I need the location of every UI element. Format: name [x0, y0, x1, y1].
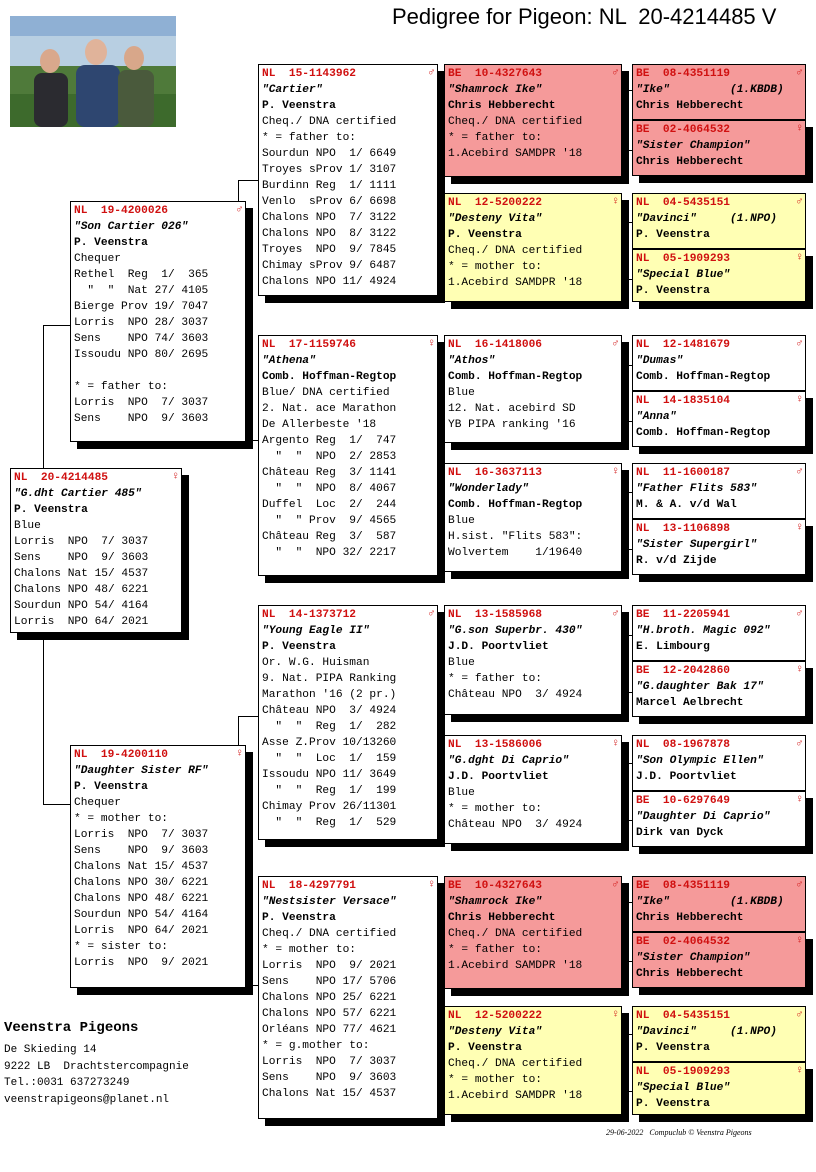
pedigree-box: [70, 745, 246, 988]
pigeon-name: "Davinci" (1.NPO): [636, 1026, 777, 1038]
female-icon: ♀: [612, 466, 619, 478]
result-line: Blue: [448, 787, 475, 799]
pigeon-name: "Son Cartier 026": [74, 221, 189, 233]
result-line: Sourdun NPO 54/ 4164: [74, 909, 209, 921]
result-line: " " NPO 2/ 2853: [262, 451, 397, 463]
owner: P. Veenstra: [262, 100, 336, 112]
result-line: De Allerbeste '18: [262, 419, 377, 431]
pigeon-name: "Cartier": [262, 84, 323, 96]
result-line: * = father to:: [74, 381, 168, 393]
female-icon: ♀: [796, 394, 803, 406]
owner: P. Veenstra: [636, 229, 710, 241]
result-line: * = father to:: [448, 944, 542, 956]
result-line: Lorris NPO 64/ 2021: [14, 616, 149, 628]
pigeon-name: "Dumas": [636, 355, 683, 367]
result-line: * = father to:: [448, 132, 542, 144]
result-line: * = sister to:: [74, 941, 168, 953]
owner: Comb. Hoffman-Regtop: [448, 499, 583, 511]
pedigree-box: [444, 463, 622, 572]
breeder-phone: Tel.:0031 637273249: [4, 1077, 130, 1089]
pedigree-box: [632, 605, 806, 661]
result-line: Sens NPO 9/ 3603: [262, 1072, 397, 1084]
ring-number: NL 13-1586006: [448, 739, 542, 751]
result-line: Blue/ DNA certified: [262, 387, 390, 399]
result-line: Sourdun NPO 54/ 4164: [14, 600, 149, 612]
owner: J.D. Poortvliet: [636, 771, 737, 783]
result-line: Chalons NPO 57/ 6221: [262, 1008, 397, 1020]
pigeon-name: "Nestsister Versace": [262, 896, 397, 908]
ring-number: NL 08-1967878: [636, 739, 730, 751]
result-line: Cheq./ DNA certified: [262, 928, 397, 940]
result-line: Château NPO 3/ 4924: [448, 689, 583, 701]
owner: P. Veenstra: [448, 1042, 522, 1054]
result-line: Sens NPO 9/ 3603: [74, 413, 209, 425]
pigeon-name: "Athos": [448, 355, 495, 367]
male-icon: ♂: [796, 338, 803, 350]
result-line: Venlo sProv 6/ 6698: [262, 196, 397, 208]
result-line: Chalons NPO 7/ 3122: [262, 212, 397, 224]
ring-number: NL 17-1159746: [262, 339, 356, 351]
breeder-address: De Skieding 14: [4, 1044, 97, 1056]
female-icon: ♀: [172, 471, 179, 483]
pedigree-box: [632, 1006, 806, 1062]
owner: P. Veenstra: [448, 229, 522, 241]
ring-number: NL 15-1143962: [262, 68, 356, 80]
result-line: Burdinn Reg 1/ 1111: [262, 180, 397, 192]
result-line: Chalons Nat 15/ 4537: [74, 861, 209, 873]
ring-number: NL 13-1106898: [636, 523, 730, 535]
result-line: " " Reg 1/ 282: [262, 721, 397, 733]
result-line: Argento Reg 1/ 747: [262, 435, 397, 447]
male-icon: ♂: [796, 738, 803, 750]
breeder-photo: [10, 16, 176, 127]
pedigree-box: [632, 463, 806, 519]
result-line: Asse Z.Prov 10/13260: [262, 737, 397, 749]
ring-number: NL 14-1373712: [262, 609, 356, 621]
result-line: Marathon '16 (2 pr.): [262, 689, 397, 701]
result-line: Blue: [448, 657, 475, 669]
pedigree-box: [258, 64, 438, 296]
result-line: H.sist. "Flits 583":: [448, 531, 583, 543]
owner: P. Veenstra: [262, 641, 336, 653]
owner: Comb. Hoffman-Regtop: [262, 371, 397, 383]
result-line: 1.Acebird SAMDPR '18: [448, 1090, 583, 1102]
result-line: " " Prov 9/ 4565: [262, 515, 397, 527]
pedigree-box: [632, 64, 806, 120]
pedigree-box: [444, 1006, 622, 1115]
result-line: Sourdun NPO 1/ 6649: [262, 148, 397, 160]
owner: P. Veenstra: [14, 504, 88, 516]
pedigree-box: [70, 201, 246, 442]
pigeon-name: "G.son Superbr. 430": [448, 625, 583, 637]
pedigree-box: [444, 193, 622, 302]
result-line: Chalons NPO 25/ 6221: [262, 992, 397, 1004]
result-line: Troyes sProv 1/ 3107: [262, 164, 397, 176]
pedigree-box: [258, 876, 438, 1119]
pedigree-box: [632, 735, 806, 791]
result-line: Château NPO 3/ 4924: [448, 819, 583, 831]
owner: Marcel Aelbrecht: [636, 697, 744, 709]
result-line: 2. Nat. ace Marathon: [262, 403, 397, 415]
result-line: Issoudu NPO 80/ 2695: [74, 349, 209, 361]
result-line: Chalons NPO 30/ 6221: [74, 877, 209, 889]
result-line: Lorris NPO 9/ 2021: [262, 960, 397, 972]
female-icon: ♀: [612, 196, 619, 208]
result-line: Orléans NPO 77/ 4621: [262, 1024, 397, 1036]
male-icon: ♂: [428, 67, 435, 79]
male-icon: ♂: [796, 466, 803, 478]
male-icon: ♂: [612, 338, 619, 350]
owner: M. & A. v/d Wal: [636, 499, 737, 511]
result-line: " " Reg 1/ 529: [262, 817, 397, 829]
page-title: Pedigree for Pigeon: NL 20-4214485 V: [392, 4, 777, 29]
result-line: Rethel Reg 1/ 365: [74, 269, 209, 281]
ring-number: NL 13-1585968: [448, 609, 542, 621]
owner: P. Veenstra: [262, 912, 336, 924]
female-icon: ♀: [796, 935, 803, 947]
result-line: Chalons NPO 48/ 6221: [14, 584, 149, 596]
pigeon-name: "Davinci" (1.NPO): [636, 213, 777, 225]
male-icon: ♂: [236, 204, 243, 216]
pigeon-name: "Father Flits 583": [636, 483, 757, 495]
pigeon-name: "G.dht Cartier 485": [14, 488, 142, 500]
result-line: " " Reg 1/ 199: [262, 785, 397, 797]
result-line: Or. W.G. Huisman: [262, 657, 370, 669]
ring-number: BE 11-2205941: [636, 609, 730, 621]
breeder-name: Veenstra Pigeons: [4, 1020, 139, 1036]
female-icon: ♀: [428, 338, 435, 350]
result-line: Sens NPO 17/ 5706: [262, 976, 397, 988]
ring-number: BE 02-4064532: [636, 124, 730, 136]
owner: Chris Hebberecht: [636, 912, 744, 924]
pigeon-name: "Sister Champion": [636, 952, 751, 964]
ring-number: NL 05-1909293: [636, 253, 730, 265]
male-icon: ♂: [796, 1009, 803, 1021]
result-line: Cheq./ DNA certified: [448, 928, 583, 940]
ring-number: NL 05-1909293: [636, 1066, 730, 1078]
pigeon-name: "H.broth. Magic 092": [636, 625, 771, 637]
owner: Chris Hebberecht: [636, 156, 744, 168]
owner: P. Veenstra: [636, 285, 710, 297]
result-line: Sens NPO 9/ 3603: [14, 552, 149, 564]
result-line: * = father to:: [262, 132, 356, 144]
ring-number: BE 10-4327643: [448, 68, 542, 80]
result-line: Chimay sProv 9/ 6487: [262, 260, 397, 272]
ring-number: BE 10-4327643: [448, 880, 542, 892]
result-line: * = father to:: [448, 673, 542, 685]
result-line: 9. Nat. PIPA Ranking: [262, 673, 397, 685]
pedigree-box: [444, 335, 622, 443]
ring-number: NL 12-1481679: [636, 339, 730, 351]
pigeon-name: "Shamrock Ike": [448, 84, 542, 96]
result-line: Chalons NPO 11/ 4924: [262, 276, 397, 288]
result-line: * = mother to:: [448, 803, 542, 815]
owner: P. Veenstra: [636, 1042, 710, 1054]
result-line: Chalons NPO 48/ 6221: [74, 893, 209, 905]
result-line: " " Nat 27/ 4105: [74, 285, 209, 297]
male-icon: ♂: [796, 196, 803, 208]
result-line: Sens NPO 74/ 3603: [74, 333, 209, 345]
result-line: Bierge Prov 19/ 7047: [74, 301, 209, 313]
owner: Comb. Hoffman-Regtop: [636, 371, 771, 383]
breeder-info: [4, 1020, 189, 1108]
result-line: 12. Nat. acebird SD: [448, 403, 576, 415]
owner: Dirk van Dyck: [636, 827, 724, 839]
result-line: " " NPO 32/ 2217: [262, 547, 397, 559]
owner: R. v/d Zijde: [636, 555, 717, 567]
pigeon-name: "Special Blue": [636, 1082, 730, 1094]
pedigree-box: [10, 468, 182, 633]
result-line: Chalons Nat 15/ 4537: [262, 1088, 397, 1100]
result-line: Chimay Prov 26/11301: [262, 801, 397, 813]
pigeon-name: "Special Blue": [636, 269, 730, 281]
result-line: * = mother to:: [74, 813, 168, 825]
result-line: Blue: [14, 520, 41, 532]
ring-number: NL 04-5435151: [636, 197, 730, 209]
pedigree-box: [258, 605, 438, 840]
pedigree-box: [632, 335, 806, 391]
result-line: 1.Acebird SAMDPR '18: [448, 960, 583, 972]
result-line: Cheq./ DNA certified: [448, 245, 583, 257]
result-line: Lorris NPO 7/ 3037: [74, 397, 209, 409]
owner: E. Limbourg: [636, 641, 710, 653]
breeder-postcode: 9222 LB Drachtstercompagnie: [4, 1060, 189, 1073]
result-line: " " NPO 8/ 4067: [262, 483, 397, 495]
pigeon-name: "Shamrock Ike": [448, 896, 542, 908]
pigeon-name: "Daughter Sister RF": [74, 765, 209, 777]
result-line: Château Reg 3/ 587: [262, 531, 397, 543]
female-icon: ♀: [796, 664, 803, 676]
ring-number: NL 19-4200026: [74, 205, 168, 217]
female-icon: ♀: [796, 1065, 803, 1077]
owner: Comb. Hoffman-Regtop: [448, 371, 583, 383]
pedigree-box: [632, 1062, 806, 1115]
result-line: [74, 363, 242, 379]
male-icon: ♂: [428, 608, 435, 620]
male-icon: ♂: [796, 879, 803, 891]
result-line: Lorris NPO 64/ 2021: [74, 925, 209, 937]
result-line: 1.Acebird SAMDPR '18: [448, 277, 583, 289]
pedigree-box: [632, 519, 806, 575]
pedigree-box: [258, 335, 438, 576]
pedigree-box: [444, 64, 622, 177]
owner: Chris Hebberecht: [636, 100, 744, 112]
pedigree-box: [444, 735, 622, 844]
owner: P. Veenstra: [636, 1098, 710, 1110]
female-icon: ♀: [612, 1009, 619, 1021]
pigeon-name: "G.daughter Bak 17": [636, 681, 764, 693]
pedigree-box: [632, 249, 806, 302]
ring-number: NL 11-1600187: [636, 467, 730, 479]
result-line: Lorris NPO 7/ 3037: [14, 536, 149, 548]
result-line: Cheq./ DNA certified: [448, 116, 583, 128]
owner: Chris Hebberecht: [636, 968, 744, 980]
result-line: Lorris NPO 9/ 2021: [74, 957, 209, 969]
pedigree-box: [444, 605, 622, 715]
ring-number: NL 16-1418006: [448, 339, 542, 351]
pigeon-name: "Wonderlady": [448, 483, 529, 495]
owner: Chris Hebberecht: [448, 912, 556, 924]
result-line: Château Reg 3/ 1141: [262, 467, 397, 479]
footer: 29-06-2022 Compuclub © Veenstra Pigeons: [606, 1128, 752, 1137]
pedigree-box: [632, 876, 806, 932]
result-line: Chalons NPO 8/ 3122: [262, 228, 397, 240]
ring-number: BE 10-6297649: [636, 795, 730, 807]
pigeon-name: "Ike" (1.KBDB): [636, 896, 784, 908]
result-line: Chequer: [74, 797, 121, 809]
ring-number: NL 14-1835104: [636, 395, 730, 407]
female-icon: ♀: [612, 738, 619, 750]
pedigree-box: [632, 120, 806, 176]
result-line: * = mother to:: [448, 261, 542, 273]
male-icon: ♂: [796, 67, 803, 79]
pigeon-name: "Son Olympic Ellen": [636, 755, 764, 767]
male-icon: ♂: [612, 67, 619, 79]
ring-number: BE 08-4351119: [636, 68, 730, 80]
pedigree-box: [632, 791, 806, 847]
result-line: Sens NPO 9/ 3603: [74, 845, 209, 857]
result-line: * = g.mother to:: [262, 1040, 370, 1052]
pedigree-box: [632, 661, 806, 717]
result-line: Château NPO 3/ 4924: [262, 705, 397, 717]
owner: P. Veenstra: [74, 781, 148, 793]
pedigree-box: [632, 932, 806, 988]
result-line: Troyes NPO 9/ 7845: [262, 244, 397, 256]
female-icon: ♀: [796, 123, 803, 135]
result-line: YB PIPA ranking '16: [448, 419, 576, 431]
pigeon-name: "Desteny Vita": [448, 1026, 542, 1038]
ring-number: NL 20-4214485: [14, 472, 108, 484]
male-icon: ♂: [796, 608, 803, 620]
female-icon: ♀: [796, 522, 803, 534]
result-line: Blue: [448, 387, 475, 399]
ring-number: BE 02-4064532: [636, 936, 730, 948]
owner: P. Veenstra: [74, 237, 148, 249]
ring-number: NL 04-5435151: [636, 1010, 730, 1022]
ring-number: NL 12-5200222: [448, 197, 542, 209]
result-line: Cheq./ DNA certified: [448, 1058, 583, 1070]
pigeon-name: "Sister Supergirl": [636, 539, 757, 551]
owner: J.D. Poortvliet: [448, 641, 549, 653]
male-icon: ♂: [612, 879, 619, 891]
ring-number: NL 18-4297791: [262, 880, 356, 892]
result-line: Blue: [448, 515, 475, 527]
result-line: 1.Acebird SAMDPR '18: [448, 148, 583, 160]
ring-number: NL 16-3637113: [448, 467, 542, 479]
female-icon: ♀: [428, 879, 435, 891]
pigeon-name: "G.dght Di Caprio": [448, 755, 569, 767]
result-line: Lorris NPO 7/ 3037: [74, 829, 209, 841]
result-line: " " Loc 1/ 159: [262, 753, 397, 765]
ring-number: BE 12-2042860: [636, 665, 730, 677]
pedigree-box: [444, 876, 622, 989]
result-line: Lorris NPO 28/ 3037: [74, 317, 209, 329]
female-icon: ♀: [236, 748, 243, 760]
pedigree-box: [632, 391, 806, 447]
result-line: Issoudu NPO 11/ 3649: [262, 769, 397, 781]
result-line: * = mother to:: [448, 1074, 542, 1086]
result-line: Cheq./ DNA certified: [262, 116, 397, 128]
pedigree-box: [632, 193, 806, 249]
ring-number: BE 08-4351119: [636, 880, 730, 892]
pigeon-name: "Anna": [636, 411, 677, 423]
result-line: Lorris NPO 7/ 3037: [262, 1056, 397, 1068]
result-line: Wolvertem 1/19640: [448, 547, 583, 559]
breeder-email[interactable]: veenstrapigeons@planet.nl: [4, 1093, 170, 1106]
pigeon-name: "Desteny Vita": [448, 213, 542, 225]
pigeon-name: "Sister Champion": [636, 140, 751, 152]
pigeon-name: "Daughter Di Caprio": [636, 811, 771, 823]
owner: J.D. Poortvliet: [448, 771, 549, 783]
result-line: Chalons Nat 15/ 4537: [14, 568, 149, 580]
ring-number: NL 12-5200222: [448, 1010, 542, 1022]
pigeon-name: "Athena": [262, 355, 316, 367]
female-icon: ♀: [796, 252, 803, 264]
result-line: Duffel Loc 2/ 244: [262, 499, 397, 511]
ring-number: NL 19-4200110: [74, 749, 168, 761]
female-icon: ♀: [796, 794, 803, 806]
result-line: * = mother to:: [262, 944, 356, 956]
result-line: Chequer: [74, 253, 121, 265]
owner: Chris Hebberecht: [448, 100, 556, 112]
pigeon-name: "Ike" (1.KBDB): [636, 84, 784, 96]
pigeon-name: "Young Eagle II": [262, 625, 370, 637]
owner: Comb. Hoffman-Regtop: [636, 427, 771, 439]
male-icon: ♂: [612, 608, 619, 620]
